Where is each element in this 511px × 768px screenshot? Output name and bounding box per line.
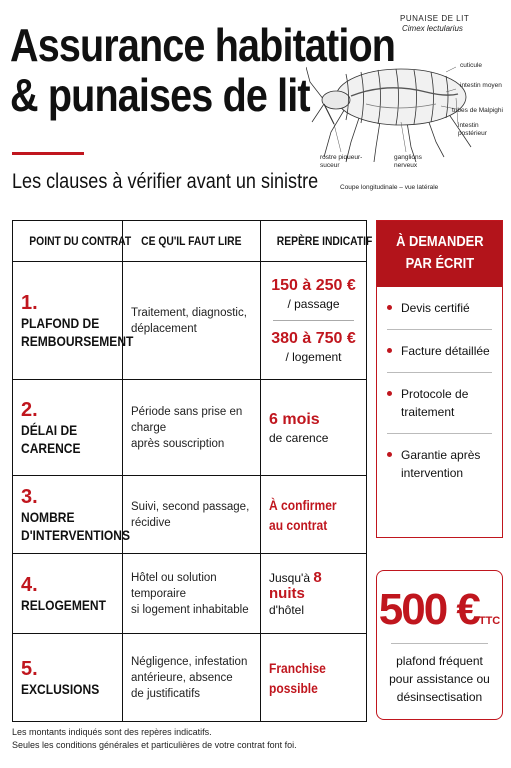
title-line-1: Assurance habitation [10, 19, 396, 71]
title-line-2: & punaises de lit [10, 69, 310, 121]
point-cell: 4. RELOGEMENT [13, 554, 123, 634]
column-header: REPÈRE INDICATIF [261, 221, 367, 262]
label-cuticule: cuticule [460, 62, 483, 69]
illustration-caption: Coupe longitudinale – vue latérale [340, 184, 439, 191]
table-row [13, 554, 367, 634]
point-cell: 3. NOMBRE D'INTERVENTIONS [13, 476, 123, 554]
table-header-row [13, 221, 367, 262]
footer-note: Les montants indiqués sont des repères indicatifs. Seules les conditions générales et particulières de votre contrat font foi. [12, 727, 297, 750]
point-cell: 1. PLAFOND DE REMBOURSEMENT [13, 262, 123, 380]
benchmark-cell: 6 mois de carence [261, 380, 367, 476]
request-box-header: À DEMANDER PAR ÉCRIT [377, 221, 502, 287]
request-list [377, 287, 502, 494]
bedbug-illustration [306, 12, 506, 202]
label-ganglions: ganglions nerveux [394, 154, 422, 169]
benchmark-cell: 150 à 250 € / passage 380 à 750 € / logement [261, 262, 367, 380]
table-row [13, 262, 367, 380]
bullet-icon [387, 452, 392, 457]
amount-caption: plafond fréquent pour assistance ou désinsectisation [389, 654, 490, 704]
description-cell: Suivi, second passage, récidive [123, 476, 261, 554]
page-subtitle: Les clauses à vérifier avant un sinistre [12, 170, 319, 193]
divider [391, 643, 488, 644]
label-intestin-posterieur: intestin postérieur [458, 122, 487, 137]
amount-value: 500 €TTC [378, 585, 501, 634]
label-rostre: rostre piqueur-suceur [320, 154, 363, 169]
title-accent-rule [12, 152, 84, 155]
list-item: Facture détaillée [387, 330, 492, 373]
row-number: 2. [21, 398, 38, 421]
divider [273, 320, 354, 321]
point-cell: 2. DÉLAI DE CARENCE [13, 380, 123, 476]
page-title [10, 19, 396, 121]
list-item: Devis certifié [387, 287, 492, 330]
table-row [13, 634, 367, 722]
point-cell: 5. EXCLUSIONS [13, 634, 123, 722]
row-number: 5. [21, 657, 38, 680]
table-row [13, 380, 367, 476]
column-header: POINT DU CONTRAT [13, 221, 123, 262]
amount-box [376, 570, 503, 720]
table-row [13, 476, 367, 554]
illustration-latin-name: Cimex lectularius [402, 24, 463, 33]
contract-clauses-table [12, 220, 373, 722]
label-intestin-moyen: intestin moyen [460, 82, 502, 89]
column-header: CE QU'IL FAUT LIRE [123, 221, 261, 262]
benchmark-cell: À confirmer au contrat [261, 476, 367, 554]
description-cell: Hôtel ou solution temporaire si logement inhabitable [123, 554, 261, 634]
benchmark-cell: Jusqu'à 8 nuits d'hôtel [261, 554, 367, 634]
bullet-icon [387, 305, 392, 310]
bullet-icon [387, 391, 392, 396]
list-item: Protocole de traitement [387, 373, 492, 434]
illustration-title: PUNAISE DE LIT [400, 14, 470, 23]
bullet-icon [387, 348, 392, 353]
description-cell: Traitement, diagnostic, déplacement [123, 262, 261, 380]
row-number: 1. [21, 291, 38, 314]
row-number: 4. [21, 573, 38, 596]
list-item: Garantie après intervention [387, 434, 492, 494]
benchmark-cell: Franchise possible [261, 634, 367, 722]
request-in-writing-box [376, 220, 503, 538]
row-number: 3. [21, 485, 38, 508]
description-cell: Négligence, infestation antérieure, absence de justificatifs [123, 634, 261, 722]
label-malpighi: tubes de Malpighi [452, 107, 503, 114]
description-cell: Période sans prise en charge après souscription [123, 380, 261, 476]
